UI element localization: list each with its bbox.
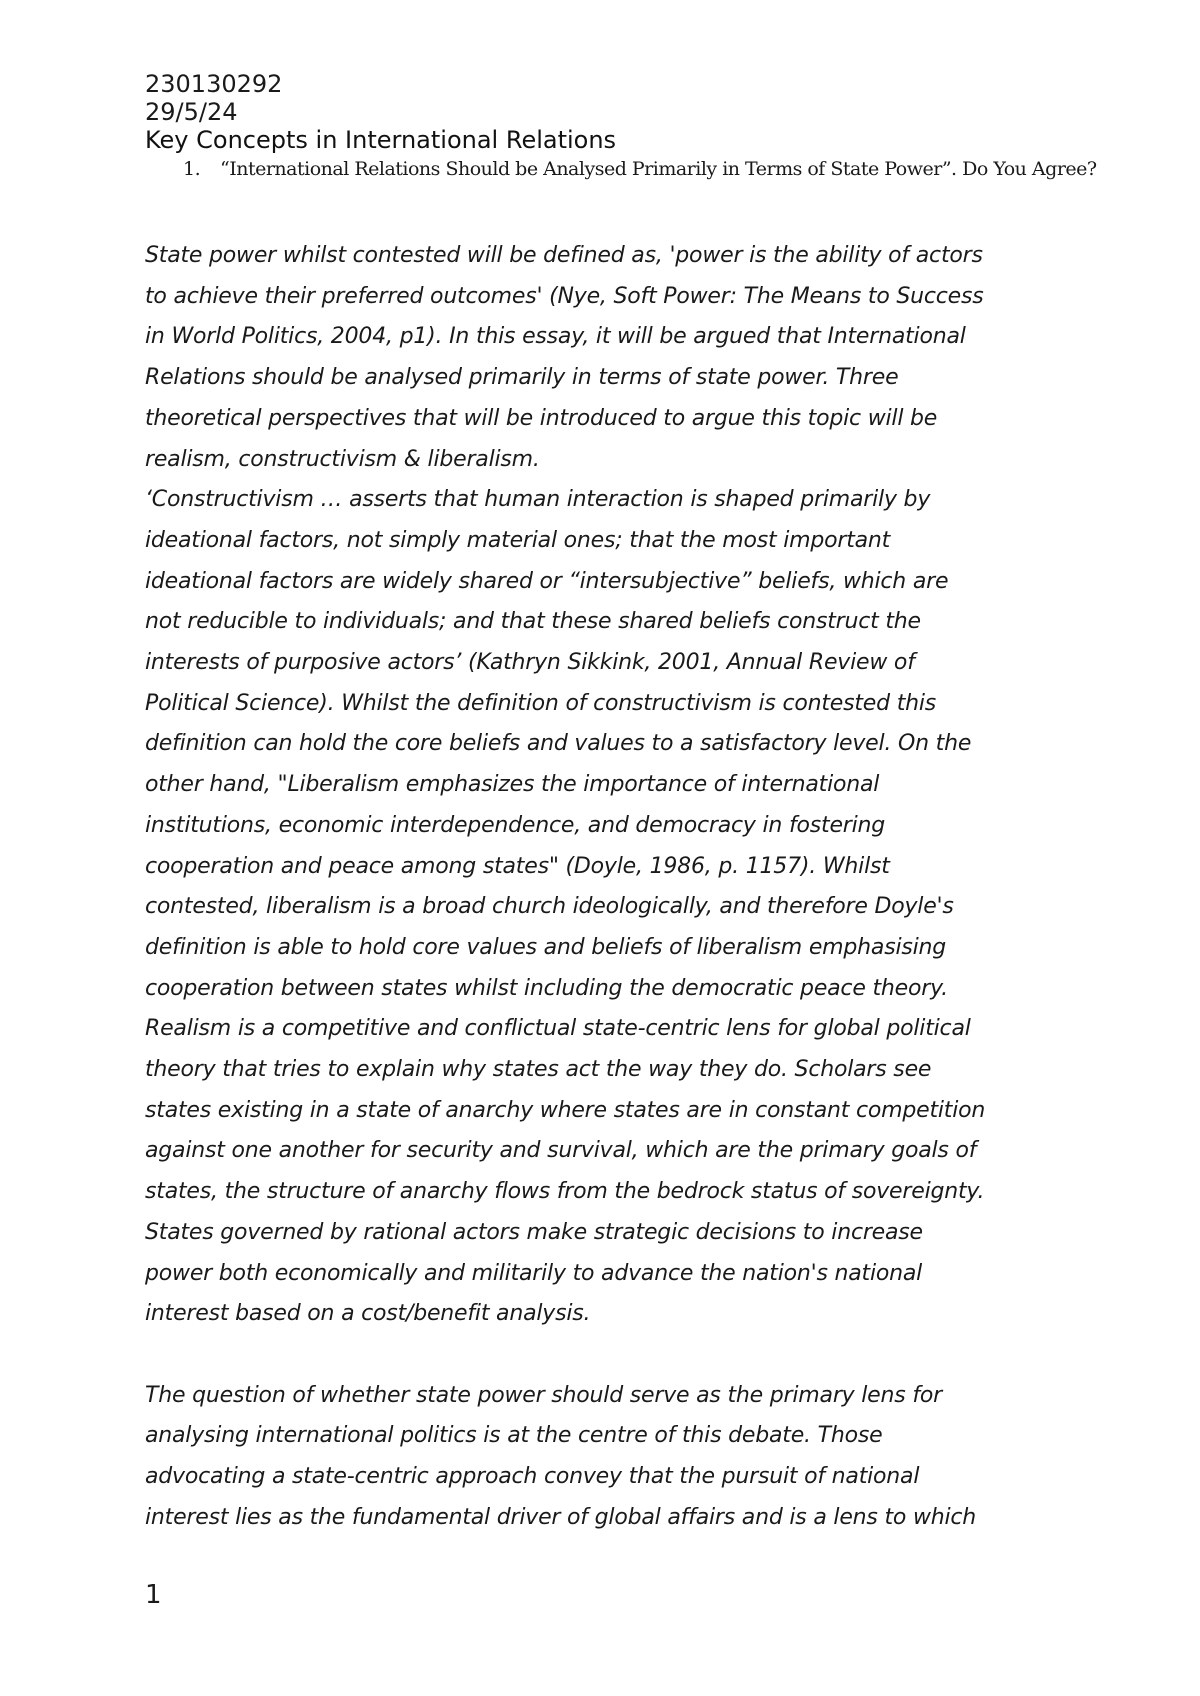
text-line: cooperation and peace among states" (Doyle, 1986, p. 1157). Whilst [145, 853, 890, 879]
text-line: definition is able to hold core values and beliefs of liberalism emphasising [145, 934, 947, 960]
text-line: states, the structure of anarchy flows from the bedrock status of sovereignty. [145, 1179, 985, 1205]
text-line: ideational factors are widely shared or “intersubjective” beliefs, which are [145, 568, 949, 594]
page-number: 1 [145, 1580, 162, 1610]
paragraph-break [145, 1335, 1075, 1376]
text-line: interests of purposive actors’ (Kathryn Sikkink, 2001, Annual Review of [145, 650, 915, 676]
text-line: theory that tries to explain why states act the way they do. Scholars see [145, 1057, 932, 1083]
text-line: ‘Constructivism … asserts that human interaction is shaped primarily by [145, 487, 931, 513]
text-line: theoretical perspectives that will be introduced to argue this topic will be [145, 405, 938, 431]
document-date: 29/5/24 [145, 98, 238, 126]
text-line: States governed by rational actors make strategic decisions to increase [145, 1219, 923, 1245]
text-line: cooperation between states whilst including the democratic peace theory. [145, 975, 948, 1001]
text-line: against one another for security and survival, which are the primary goals of [145, 1138, 977, 1164]
question-text: “International Relations Should be Analysed Primarily in Terms of State Power”. Do You Agree? [220, 158, 1097, 180]
text-line: interest lies as the fundamental driver of global affairs and is a lens to which [145, 1504, 977, 1530]
text-line: other hand, "Liberalism emphasizes the importance of international [145, 772, 880, 798]
text-line: interest based on a cost/benefit analysis. [145, 1301, 591, 1327]
essay-question [145, 156, 1115, 182]
text-line: in World Politics, 2004, p1). In this essay, it will be argued that International [145, 324, 966, 350]
text-line: advocating a state-centric approach convey that the pursuit of national [145, 1464, 920, 1490]
document-header [145, 70, 1097, 182]
text-line: power both economically and militarily to advance the nation's national [145, 1260, 923, 1286]
text-line: The question of whether state power should serve as the primary lens for [145, 1382, 942, 1408]
question-number: 1. [183, 158, 201, 180]
text-line: to achieve their preferred outcomes' (Nye, Soft Power: The Means to Success [145, 283, 984, 309]
student-id: 230130292 [145, 70, 283, 98]
text-line: Relations should be analysed primarily in terms of state power. Three [145, 365, 899, 391]
text-line: institutions, economic interdependence, and democracy in fostering [145, 812, 886, 838]
text-line: Realism is a competitive and conflictual state-centric lens for global political [145, 1016, 971, 1042]
text-line: contested, liberalism is a broad church ideologically, and therefore Doyle's [145, 894, 954, 920]
text-line: Political Science). Whilst the definition of constructivism is contested this [145, 690, 937, 716]
text-line: State power whilst contested will be defined as, 'power is the ability of actors [145, 243, 983, 268]
text-line: realism, constructivism & liberalism. [145, 446, 540, 472]
text-line: states existing in a state of anarchy where states are in constant competition [145, 1097, 986, 1123]
text-line: definition can hold the core beliefs and values to a satisfactory level. On the [145, 731, 972, 757]
text-line: not reducible to individuals; and that these shared beliefs construct the [145, 609, 921, 635]
text-line: ideational factors, not simply material ones; that the most important [145, 527, 891, 553]
essay-body [145, 236, 1075, 1538]
document-title: Key Concepts in International Relations [145, 126, 617, 154]
text-line: analysing international politics is at the centre of this debate. Those [145, 1423, 883, 1449]
